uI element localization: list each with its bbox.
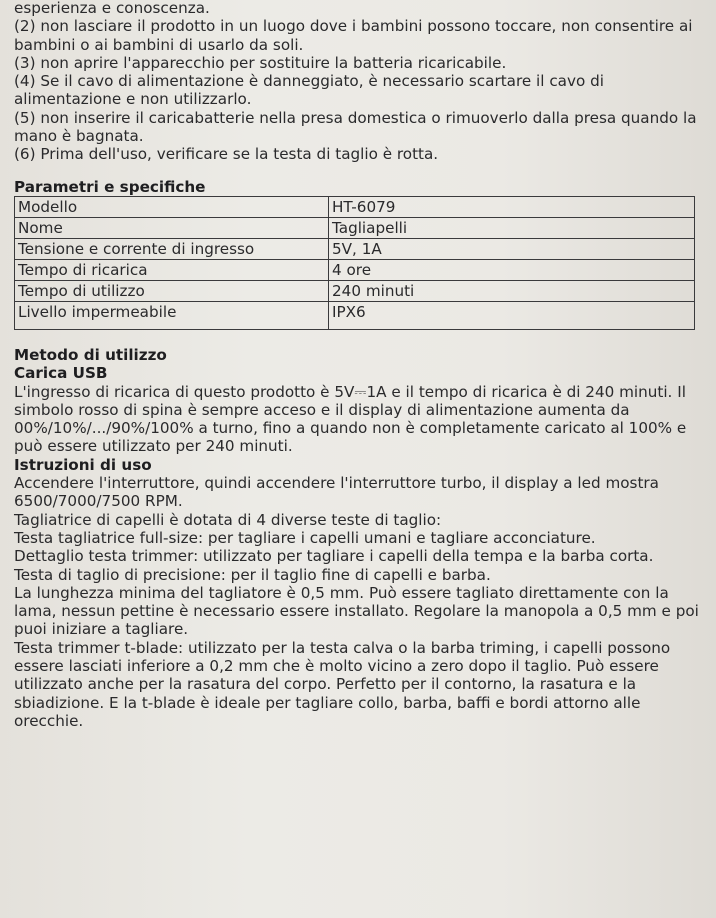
- warning-line: (6) Prima dell'uso, verificare se la testa di taglio è rotta.: [14, 145, 439, 164]
- warning-line: (4) Se il cavo di alimentazione è danneggiato, è necessario scartare il cavo di alimentazione e non utilizzarlo.: [14, 72, 604, 109]
- manual-page: [14, 0, 704, 730]
- warning-line: (3) non aprire l'apparecchio per sostituire la batteria ricaricabile.: [14, 53, 507, 72]
- params-heading: Parametri e specifiche: [14, 177, 206, 196]
- spec-label: Tempo di ricarica: [15, 259, 329, 280]
- warning-line: (2) non lasciare il prodotto in un luogo dove i bambini possono toccare, non consentire ai bambini o ai bambini di usarlo da soli.: [14, 17, 693, 54]
- instructions-heading: Istruzioni di uso: [14, 455, 152, 474]
- spec-value: 4 ore: [329, 259, 695, 280]
- spec-value: 5V, 1A: [329, 238, 695, 259]
- usb-charging-heading: Carica USB: [14, 364, 108, 383]
- spec-label: Tempo di utilizzo: [15, 280, 329, 301]
- safety-warnings: [14, 0, 704, 164]
- warning-line: (5) non inserire il caricabatterie nella presa domestica o rimuoverlo dalla presa quando la mano è bagnata.: [14, 108, 697, 146]
- instruction-paragraph: Dettaglio testa trimmer: utilizzato per tagliare i capelli della tempa e la barba corta.: [14, 547, 654, 566]
- usage-section: [14, 346, 704, 730]
- spec-value: HT-6079: [329, 196, 695, 217]
- spec-label: Nome: [15, 217, 329, 238]
- table-row: [15, 217, 695, 238]
- instruction-paragraph: Testa trimmer t-blade: utilizzato per la testa calva o la barba triming, i capelli possono essere lasciati inferiore a 0,2 mm che è molto vicino a zero dopo il taglio. Può essere utilizzato anche per la rasatura del corpo. Perfetto per il contorno, la rasatura e la sbiadizione. E la t-blade è ideale per tagliare collo, barba, baffi e bordi attorno alle orecchie.: [14, 638, 671, 730]
- specs-table: [14, 196, 695, 330]
- instruction-paragraph: La lunghezza minima del tagliatore è 0,5 mm. Può essere tagliato direttamente con la lama, nessun pettine è necessario essere installato. Regolare la manopola a 0,5 mm e poi puoi iniziare a tagliare.: [14, 583, 699, 639]
- table-row: [15, 196, 695, 217]
- table-row: [15, 280, 695, 301]
- spec-label: Modello: [15, 196, 329, 217]
- instruction-paragraph: Testa tagliatrice full-size: per tagliare i capelli umani e tagliare acconciature.: [14, 528, 596, 547]
- usage-heading: Metodo di utilizzo: [14, 345, 167, 364]
- instruction-paragraph: Testa di taglio di precisione: per il taglio fine di capelli e barba.: [14, 565, 491, 584]
- table-row: [15, 238, 695, 259]
- usb-charging-text: L'ingresso di ricarica di questo prodotto è 5V⎓1A e il tempo di ricarica è di 240 minuti. Il simbolo rosso di spina è sempre acceso e il display di alimentazione aumenta da 00%/10%/.../90%/100% a turno, fino a quando non è completamente caricato al 100% e può essere utilizzato per 240 minuti.: [14, 382, 687, 456]
- spec-label: Tensione e corrente di ingresso: [15, 238, 329, 259]
- spec-value: IPX6: [329, 301, 695, 329]
- table-row: [15, 259, 695, 280]
- table-row: [15, 301, 695, 329]
- spec-label: Livello impermeabile: [15, 301, 329, 329]
- spec-value: Tagliapelli: [329, 217, 695, 238]
- instruction-paragraph: Tagliatrice di capelli è dotata di 4 diverse teste di taglio:: [14, 510, 442, 529]
- spec-value: 240 minuti: [329, 280, 695, 301]
- instruction-paragraph: Accendere l'interruttore, quindi accendere l'interruttore turbo, il display a led mostra 6500/7000/7500 RPM.: [14, 474, 659, 511]
- warning-line: esperienza e conoscenza.: [14, 0, 210, 17]
